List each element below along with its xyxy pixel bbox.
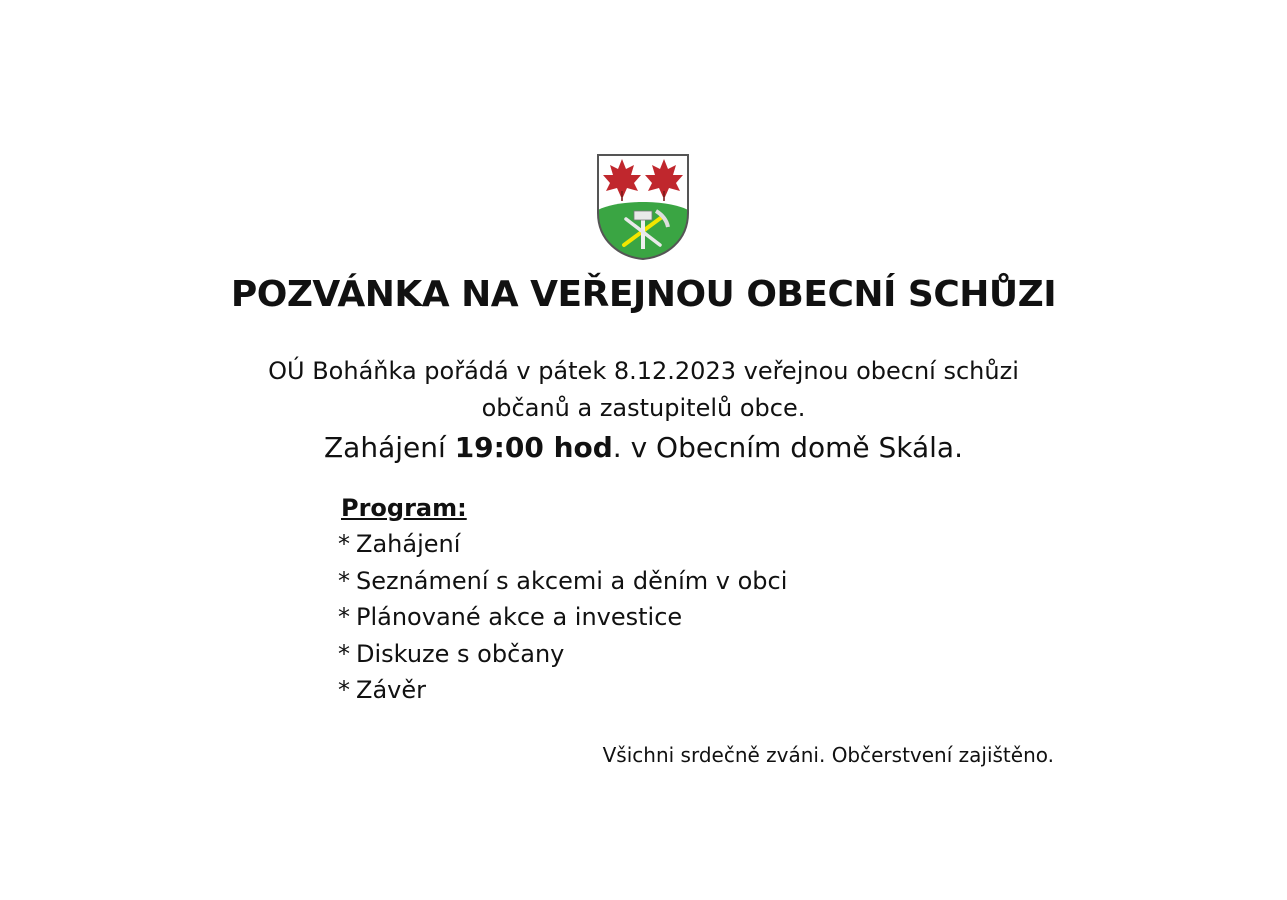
bullet-star: * (338, 530, 350, 558)
program-item-text: Seznámení s akcemi a děním v obci (356, 566, 788, 595)
start-prefix: Zahájení (324, 431, 455, 464)
intro-line-1: OÚ Boháňka pořádá v pátek 8.12.2023 veřejnou obecní schůzi (268, 357, 1019, 385)
bullet-star: * (338, 566, 350, 595)
footer-note: Všichni srdečně zváni. Občerstvení zajištěno. (602, 743, 1054, 767)
start-time: 19:00 hod (454, 431, 613, 464)
coat-of-arms-icon (596, 153, 690, 261)
program-list (338, 526, 1038, 709)
page-title: POZVÁNKA NA VEŘEJNOU OBECNÍ SCHŮZI (230, 274, 1057, 315)
list-item (338, 672, 1038, 709)
list-item (338, 636, 1038, 673)
bullet-star: * (338, 603, 350, 632)
program-item-text: Plánované akce a investice (356, 603, 683, 632)
program-section (338, 490, 1038, 709)
list-item (338, 599, 1038, 636)
intro-line-2: občanů a zastupitelů obce. (481, 394, 806, 422)
bullet-star: * (338, 676, 350, 705)
list-item (338, 526, 1038, 563)
program-item-text: Závěr (356, 676, 426, 705)
start-time-line (0, 428, 1287, 468)
list-item (338, 563, 1038, 600)
program-item-text: Zahájení (356, 530, 461, 558)
bullet-star: * (338, 639, 350, 668)
start-suffix: . v Obecním domě Skála. (612, 431, 963, 464)
program-item-text: Diskuze s občany (356, 639, 565, 668)
program-heading: Program: (341, 494, 467, 522)
